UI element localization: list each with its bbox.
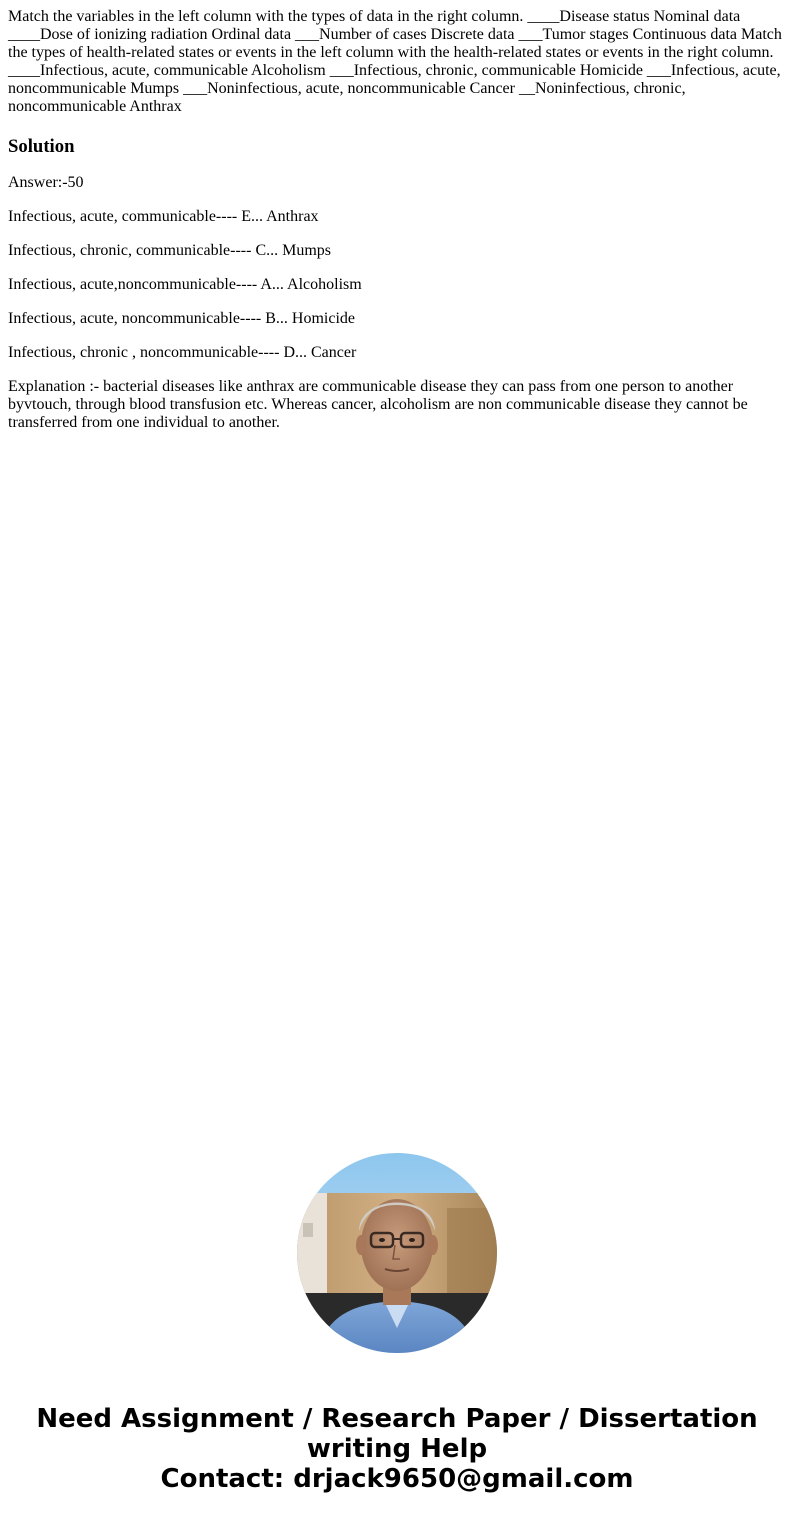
explanation-paragraph: Explanation :- bacterial diseases like anthrax are communicable disease they can pass from one person to another byvtouch, through blood transfusion etc. Whereas cancer, alcoholism are non communicable disease they cannot be transferred from one individual to another. [8, 378, 748, 431]
answer-line: Infectious, acute, noncommunicable---- B... Homicide [8, 310, 355, 327]
answer-line: Answer:-50 [8, 174, 84, 191]
author-avatar [297, 1153, 497, 1353]
avatar-portrait-image [297, 1153, 497, 1353]
answer-line: Infectious, chronic, communicable---- C... Mumps [8, 242, 332, 259]
solution-heading: Solution [8, 136, 75, 157]
footer-line-help-continued: writing Help [306, 1434, 488, 1464]
footer-contact-email: Contact: drjack9650@gmail.com [160, 1464, 634, 1494]
footer-line-help: Need Assignment / Research Paper / Dissertation [36, 1404, 758, 1434]
footer-banner [0, 1404, 794, 1494]
answer-line: Infectious, chronic , noncommunicable---- D... Cancer [8, 344, 357, 361]
document-body [8, 8, 786, 432]
question-text: Match the variables in the left column with the types of data in the right column. ____Disease status Nominal data ____Dose of ionizing radiation Ordinal data ___Number of cases Discrete data ___Tumor stages Continuous data Match the types of health-related states or events in the left column with the health-related states or events in the right column. ____Infectious, acute, communicable Alcoholism ___Infectious, chronic, communicable Homicide ___Infectious, acute, noncommunicable Mumps ___Noninfectious, acute, noncommunicable Cancer __Noninfectious, chronic, noncommunicable Anthrax [8, 8, 782, 115]
answer-line: Infectious, acute,noncommunicable---- A... Alcoholism [8, 276, 362, 293]
answer-line: Infectious, acute, communicable---- E... Anthrax [8, 208, 319, 225]
